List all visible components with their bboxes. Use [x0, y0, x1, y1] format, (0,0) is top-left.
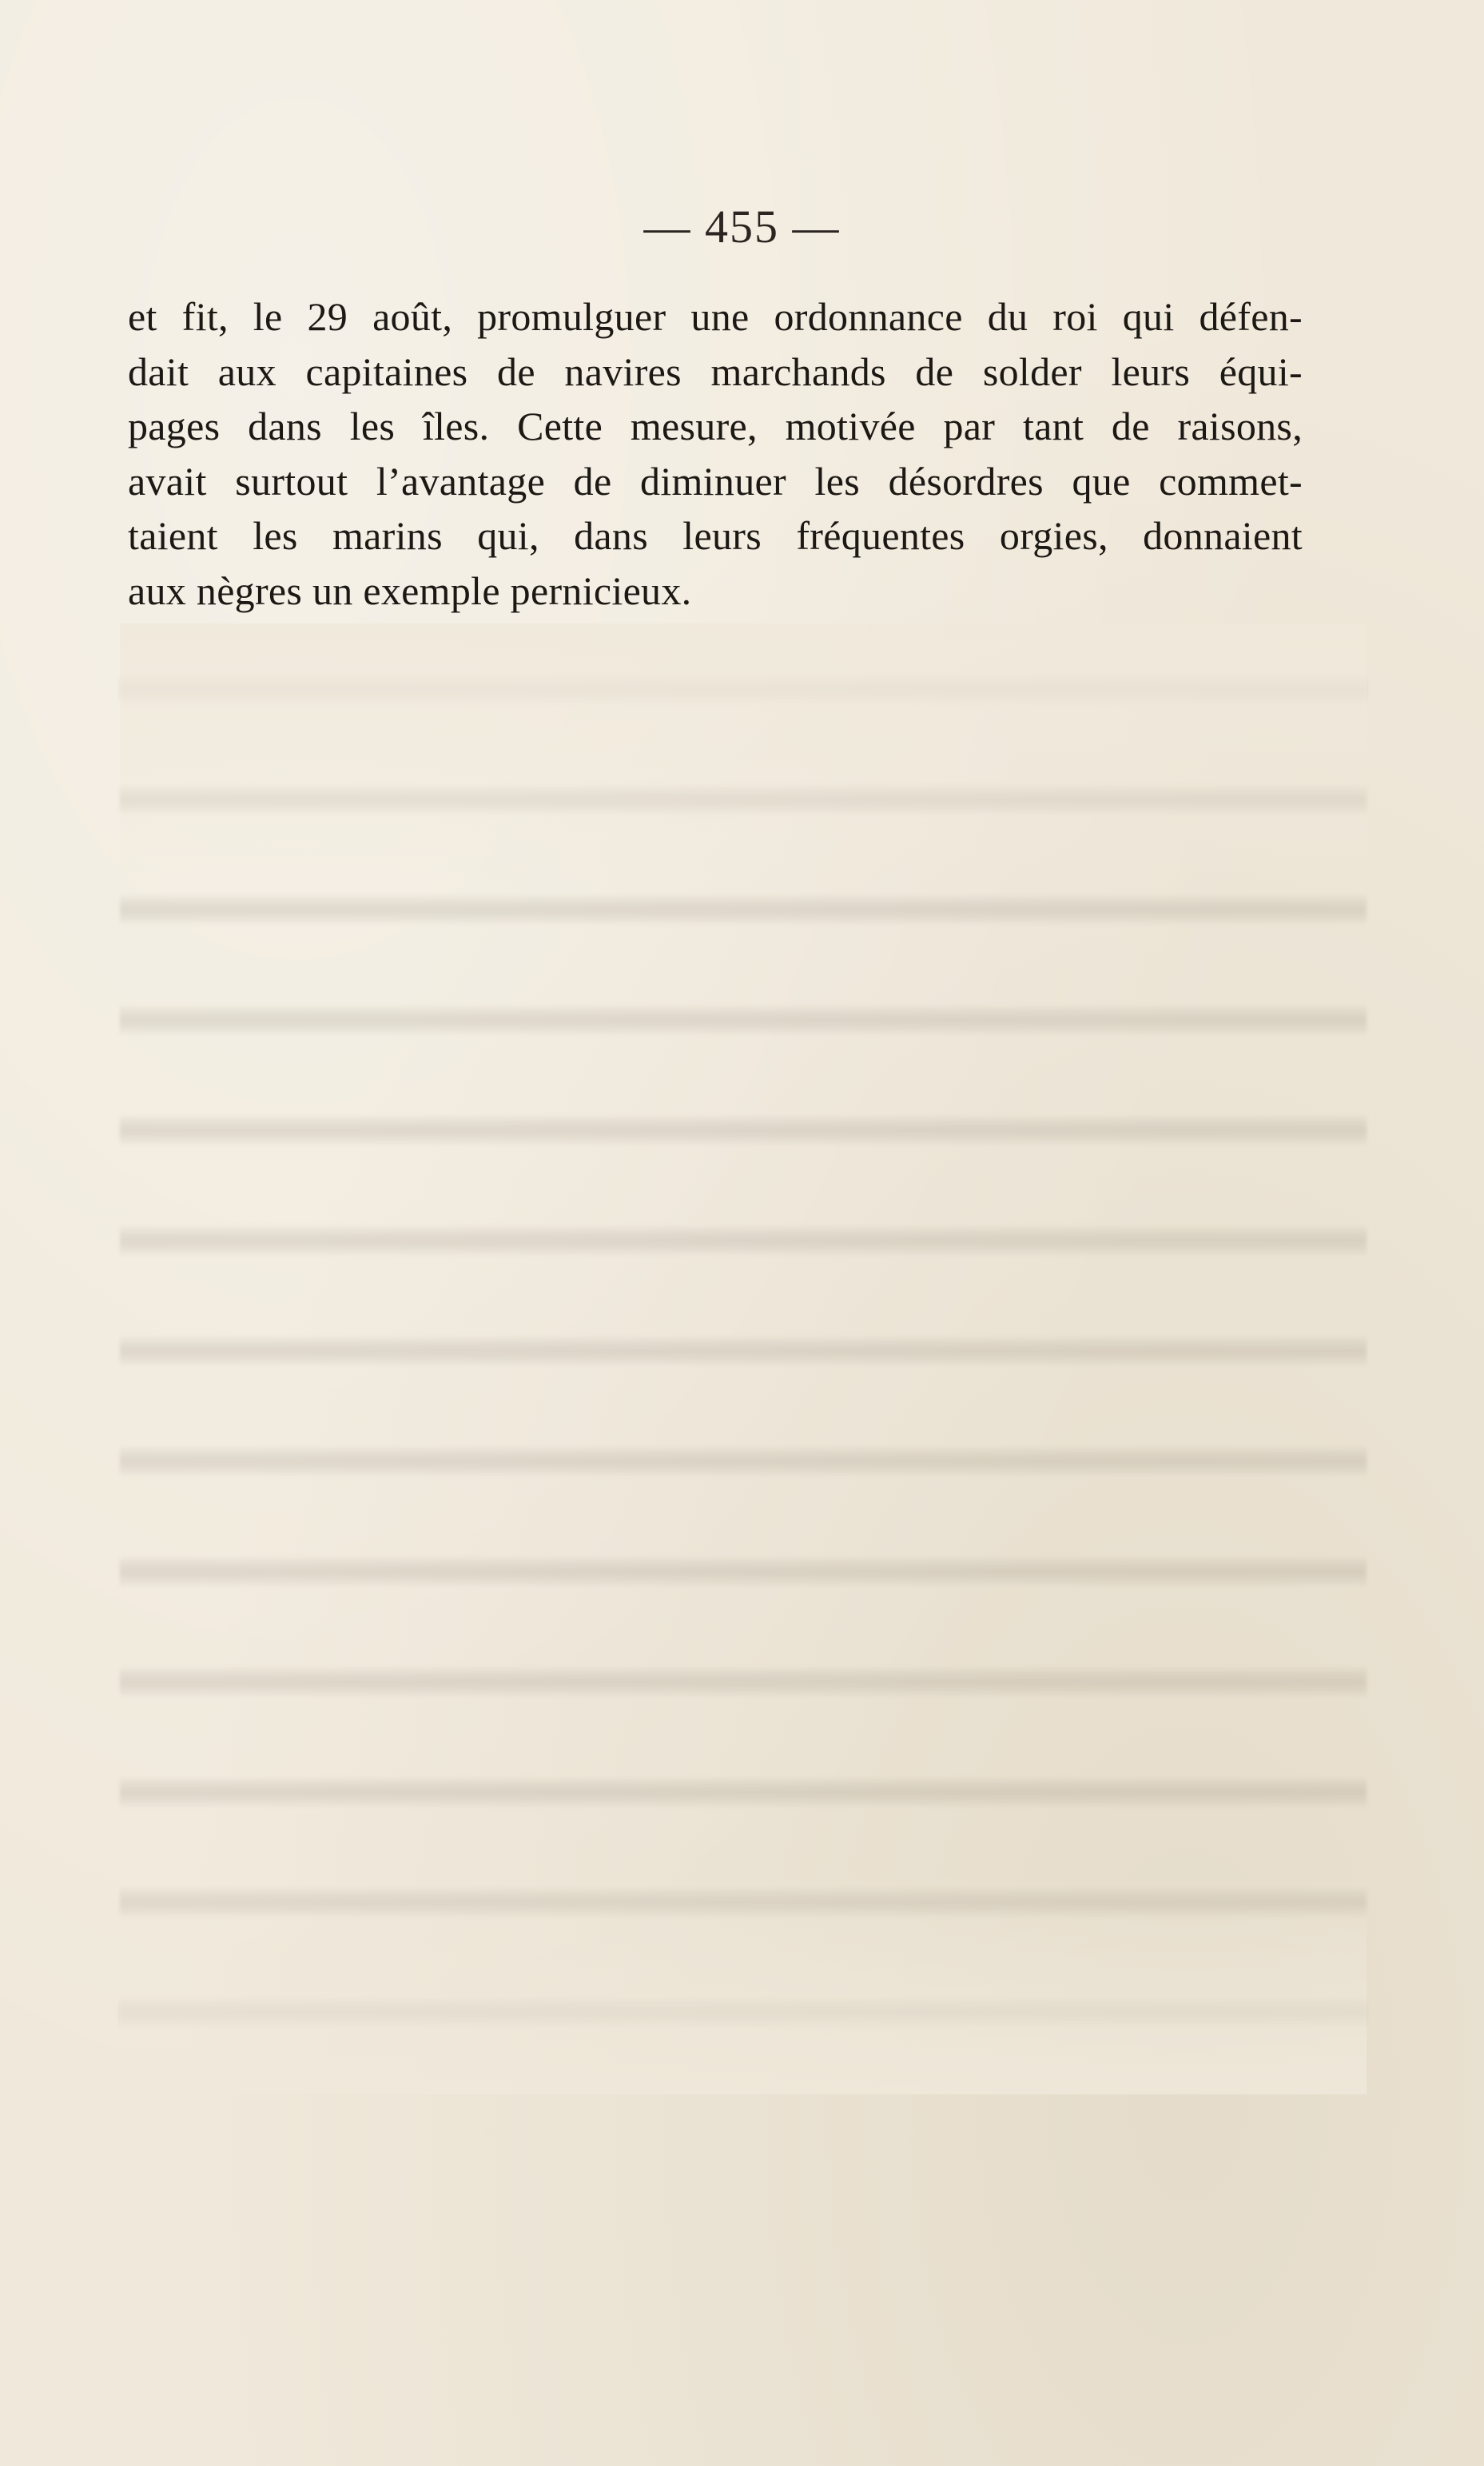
body-paragraph	[128, 289, 1303, 618]
show-through-fade	[120, 623, 1367, 2094]
text-line: aux nègres un exemple pernicieux.	[128, 568, 692, 613]
text-line: et fit, le 29 août, promulguer une ordonnance du roi qui défen-	[128, 294, 1303, 339]
text-line: dait aux capitaines de navires marchands de solder leurs équi-	[128, 349, 1303, 394]
text-line: pages dans les îles. Cette mesure, motivée par tant de raisons,	[128, 404, 1303, 448]
text-line: avait surtout l’avantage de diminuer les désordres que commet-	[128, 458, 1303, 504]
page-number: — 455 —	[643, 201, 841, 253]
text-line: taient les marins qui, dans leurs fréquentes orgies, donnaient	[128, 513, 1303, 558]
